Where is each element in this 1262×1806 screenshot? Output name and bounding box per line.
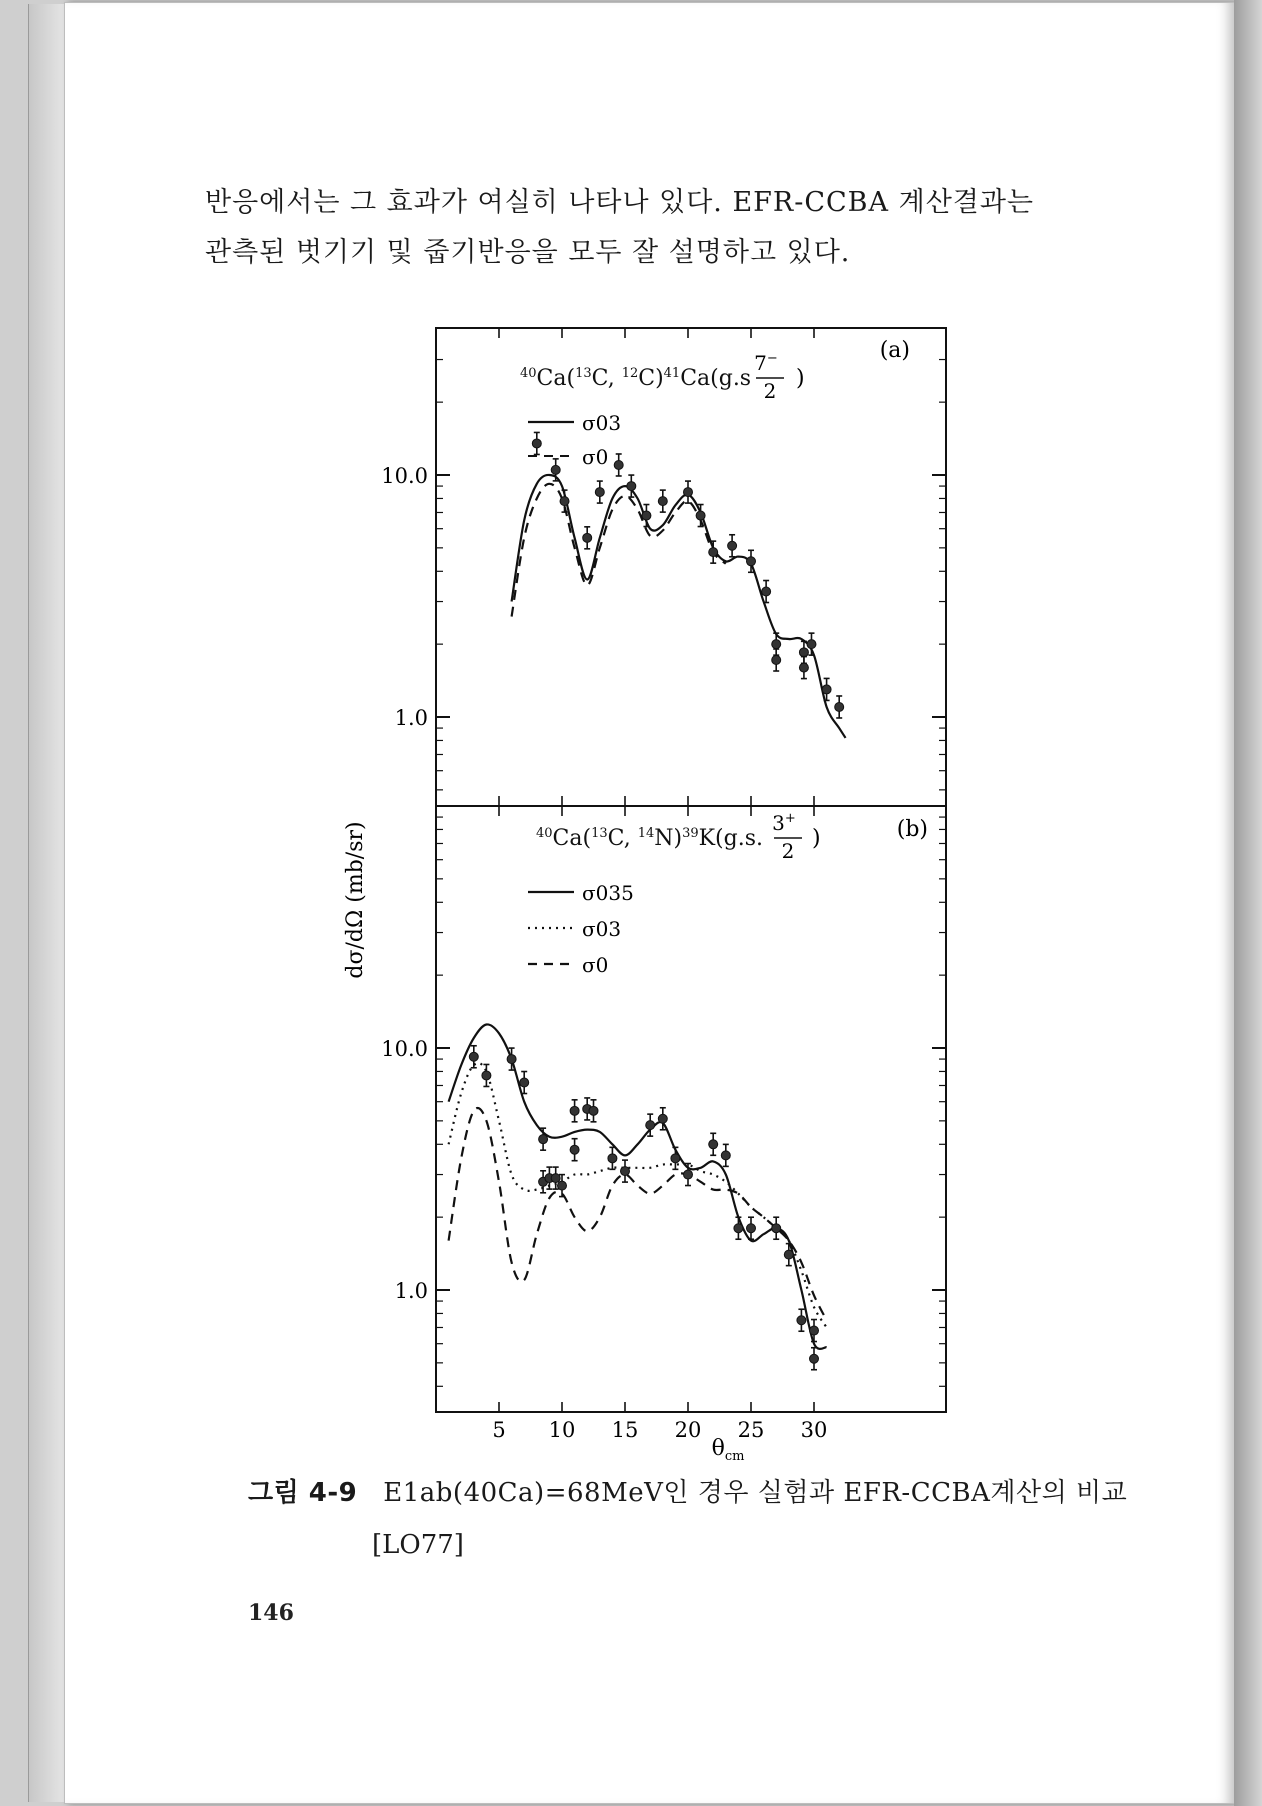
panel-a-legend — [528, 411, 621, 469]
caption-label: 그림 4-9 — [248, 1478, 358, 1508]
panel-a-spin-den: 2 — [763, 379, 777, 403]
data-point — [469, 1046, 478, 1068]
data-point — [583, 527, 592, 549]
x-tick-label: 30 — [800, 1418, 828, 1442]
panel-b-frame — [436, 806, 946, 1412]
panel-a — [381, 328, 946, 806]
x-tick-label: 25 — [737, 1418, 765, 1442]
panel-b-reaction-text: $^{40}$Ca($^{13}$C, $^{14}$N)$^{39}$K(g.s. — [536, 826, 764, 851]
series-line-dashed — [449, 1108, 827, 1320]
panel-b-curves — [449, 1024, 827, 1348]
data-point — [709, 1133, 718, 1155]
x-tick-label: 20 — [674, 1418, 702, 1442]
data-point — [709, 541, 718, 563]
data-point — [684, 481, 693, 503]
data-point — [835, 696, 844, 718]
x-axis-label-sub: cm — [724, 1449, 745, 1464]
data-point — [532, 432, 541, 454]
page-number: 146 — [248, 1600, 294, 1626]
data-point — [642, 505, 651, 527]
data-point — [570, 1139, 579, 1161]
data-point — [772, 649, 781, 671]
series-line-dotted — [449, 1063, 827, 1327]
x-tick-label: 15 — [611, 1418, 639, 1442]
data-point — [810, 1348, 819, 1370]
panel-a-label: (a) — [879, 338, 910, 363]
figure-caption — [248, 1472, 1127, 1509]
caption-reference: [LO77] — [372, 1530, 464, 1560]
series-line-solid — [449, 1024, 827, 1348]
data-point — [551, 459, 560, 481]
panel-a-spin-num: 7− — [754, 351, 778, 375]
panel-a-reaction — [520, 351, 805, 403]
x-axis-label-main: θ — [711, 1436, 725, 1461]
x-tick-label: 10 — [548, 1418, 576, 1442]
panel-a-curves — [512, 475, 846, 738]
panel-b-axes — [381, 806, 946, 1412]
data-point — [608, 1147, 617, 1169]
data-point — [799, 657, 808, 679]
data-point — [721, 1144, 730, 1166]
panel-b-paren: ) — [812, 826, 821, 851]
panel-b-reaction — [536, 811, 821, 863]
x-tick-labels — [492, 1418, 827, 1442]
panel-a-frame — [436, 328, 946, 806]
data-point — [539, 1128, 548, 1150]
data-point — [614, 454, 623, 476]
data-point — [797, 1309, 806, 1331]
data-point — [621, 1160, 630, 1182]
data-point — [671, 1147, 680, 1169]
y-tick-label: 1.0 — [394, 706, 428, 730]
legend-a-sigma03: σ03 — [582, 411, 622, 435]
legend-a-sigma0: σ0 — [582, 445, 609, 469]
legend-b-sigma0: σ0 — [582, 953, 609, 977]
series-line-dashed — [512, 484, 726, 617]
x-tick-label: 5 — [492, 1418, 506, 1442]
panel-b-label: (b) — [896, 817, 928, 842]
y-tick-label: 10.0 — [381, 464, 428, 488]
panel-b-spin-num: 3+ — [772, 811, 796, 835]
panel-b-spin-den: 2 — [781, 839, 795, 863]
panel-a-paren: ) — [796, 366, 805, 391]
y-axis-label: dσ/dΩ (mb/sr) — [343, 821, 368, 979]
y-tick-label: 10.0 — [381, 1037, 428, 1061]
body-line-1: 반응에서는 그 효과가 여실히 나타나 있다. EFR-CCBA 계산결과는 — [205, 187, 1035, 218]
data-point — [595, 481, 604, 503]
data-point — [658, 490, 667, 512]
body-line-2: 관측된 벗기기 및 줍기반응을 모두 잘 설명하고 있다. — [205, 237, 851, 268]
panel-a-reaction-text: $^{40}$Ca($^{13}$C, $^{12}$C)$^{41}$Ca(g.s — [520, 366, 752, 391]
panel-a-axes — [381, 328, 946, 806]
y-tick-label: 1.0 — [394, 1279, 428, 1303]
data-point — [589, 1100, 598, 1122]
data-point — [810, 1320, 819, 1342]
data-point — [570, 1100, 579, 1122]
panel-b-legend — [528, 881, 634, 977]
data-point — [772, 1217, 781, 1239]
series-line-solid — [512, 475, 846, 738]
legend-b-sigma035: σ035 — [582, 881, 634, 905]
panel-b — [381, 806, 946, 1442]
panel-a-points — [532, 432, 843, 718]
caption-text: E1ab(40Ca)=68MeV인 경우 실험과 EFR-CCBA계산의 비교 — [383, 1478, 1128, 1508]
legend-b-sigma03: σ03 — [582, 917, 622, 941]
data-point — [728, 535, 737, 557]
data-point — [734, 1217, 743, 1239]
